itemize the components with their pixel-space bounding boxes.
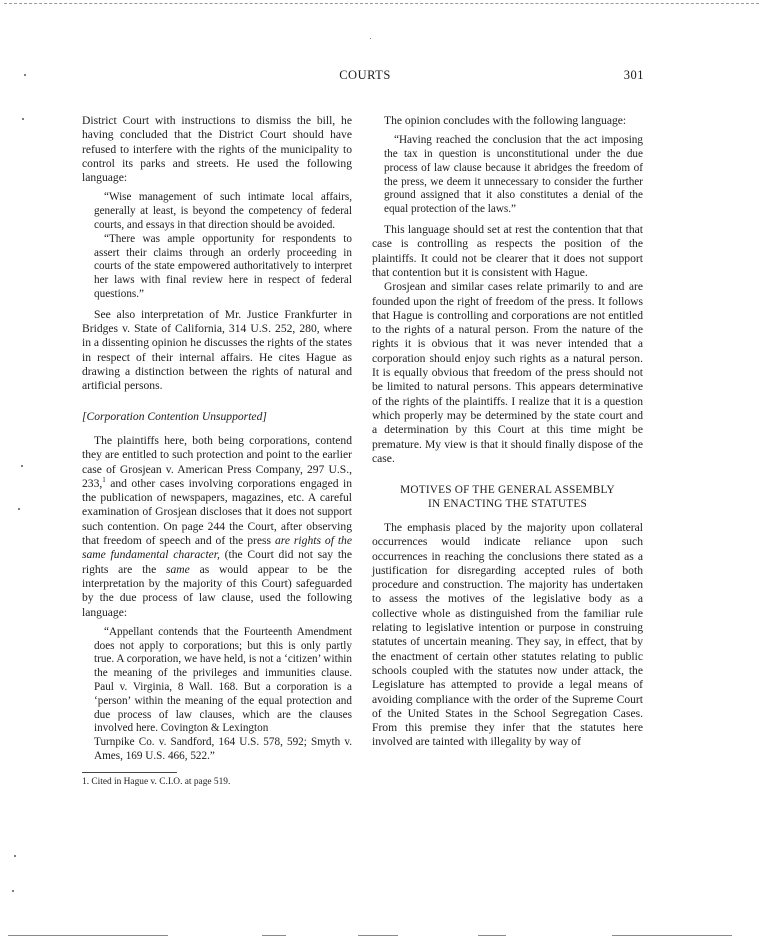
scan-speck [18, 508, 20, 510]
quote-paragraph: Turnpike Co. v. Sandford, 164 U.S. 578, 592; Smyth v. Ames, 169 U.S. 466, 522.” [94, 736, 352, 762]
top-border-dashes [4, 3, 759, 4]
scan-speck [24, 74, 26, 76]
footnote-marker: 1 [102, 475, 106, 484]
section-heading-line: IN ENACTING THE STATUTES [427, 497, 587, 510]
block-quote [94, 626, 352, 764]
page-number: 301 [623, 68, 644, 82]
scan-speck [21, 465, 23, 467]
bottom-border-rules [0, 935, 763, 941]
quote-paragraph: “Having reached the conclusion that the act imposing the tax in question is unconstitutional under the due process of law clause because it abridges the freedom of the press, we deem it unnecessary to consider the further ground assigned that it also constitutes a denial of the equal protection of the laws.” [384, 134, 643, 216]
paragraph: The plaintiffs here, both being corporations, contend they are entitled to such protection and point to the earlier case of Grosjean v. American Press Company, 297 U.S., 233,$^1$ and other cases involving corporations engaged in the publication of newspapers, magazines, etc. A careful examination of Grosjean discloses that it does not support such contention. On page 244 the Court, after observing that freedom of speech and of the press are rights of the same fundamental character, (the Court did not say the rights are the same as would appear to be the interpretation by the majority of this Court) safeguarded by the due process of law clause, used the following language: [82, 433, 352, 619]
scan-speck [14, 855, 16, 857]
scan-speck [12, 890, 14, 892]
running-header-title: COURTS [339, 68, 391, 82]
paragraph: See also interpretation of Mr. Justice Frankfurter in Bridges v. State of California, 314 U.S. 252, 280, where in a dissenting opinion he discusses the rights of the states in respect of their internal affairs. He cites Hague as drawing a distinction between the rights of natural and artificial persons. [82, 307, 352, 393]
right-column [372, 114, 643, 750]
paragraph: This language should set at rest the contention that that case is controlling as respects the position of the plaintiffs. It could not be clearer that it does not support that contention but it is consistent with Hague. [372, 223, 643, 279]
block-quote [94, 191, 352, 301]
paragraph: The opinion concludes with the following language: [384, 114, 627, 127]
paragraph: The emphasis placed by the majority upon collateral occurrences would indicate reliance upon such occurrences in reaching the conclusions there stated as a justification for disregarding accepted rules of both procedure and construction. The majority has undertaken to assess the motives of the legislative body as a collective whole as distinguished from the familiar rule relating to legislative intention or purpose in construing statutes of uncertain meaning. They say, in effect, that by the enactment of certain other statutes relating to public schools coupled with the statutes now under attack, the Legislature has attempted to provide a legal means of avoiding compliance with the order of the Supreme Court of the United States in the School Segregation Cases. From this premise they infer that the statutes here involved are tainted with illegality by way of [372, 520, 643, 749]
footnote: 1. Cited in Hague v. C.I.O. at page 519. [82, 776, 231, 787]
running-header [80, 68, 650, 84]
quote-paragraph: “Wise management of such intimate local affairs, generally at least, is beyond the competency of federal courts, and essays in that direction should be avoided. [94, 191, 352, 232]
footnote-divider [82, 772, 177, 773]
scan-speck [370, 38, 371, 39]
scan-speck [22, 118, 24, 120]
left-column [82, 114, 352, 788]
paragraph: Grosjean and similar cases relate primarily to and are founded upon the right of freedom of the press. It follows that Hague is controlling and corporations are not entitled to the rights of a natural person. From the nature of the rights it is obvious that it was never intended that a corporation should enjoy such rights as a natural person. It is equally obvious that freedom of the press should not be limited to natural persons. This appears determinative of the rights of the plaintiffs. I realize that it is a question which properly may be determined by the state court and a determination by this Court at this time might be premature. My view is that it should finally dispose of the case. [372, 280, 643, 465]
section-heading [372, 484, 643, 511]
section-subheading: [Corporation Contention Unsupported] [82, 409, 267, 423]
quote-paragraph: “Appellant contends that the Fourteenth Amendment does not apply to corporations; but this is only partly true. A corporation, we have held, is not a ‘citizen’ within the meaning of the privileges and immunities clause. Paul v. Virginia, 8 Wall. 168. But a corporation is a ‘person’ within the meaning of the equal protection and due process of law clauses, which are the clauses involved here. Covington & Lexington [94, 625, 352, 735]
paragraph: District Court with instructions to dismiss the bill, he having concluded that the District Court should have refused to interfere with the rights of the municipality to control its parks and streets. He used the following language: [82, 114, 352, 185]
quote-paragraph: “There was ample opportunity for respondents to assert their claims through an orderly proceeding in courts of the state empowered authoritatively to interpret her laws with final review here in respect of federal questions.” [94, 232, 352, 301]
block-quote [384, 134, 643, 217]
section-heading-line: MOTIVES OF THE GENERAL ASSEMBLY [400, 484, 615, 497]
